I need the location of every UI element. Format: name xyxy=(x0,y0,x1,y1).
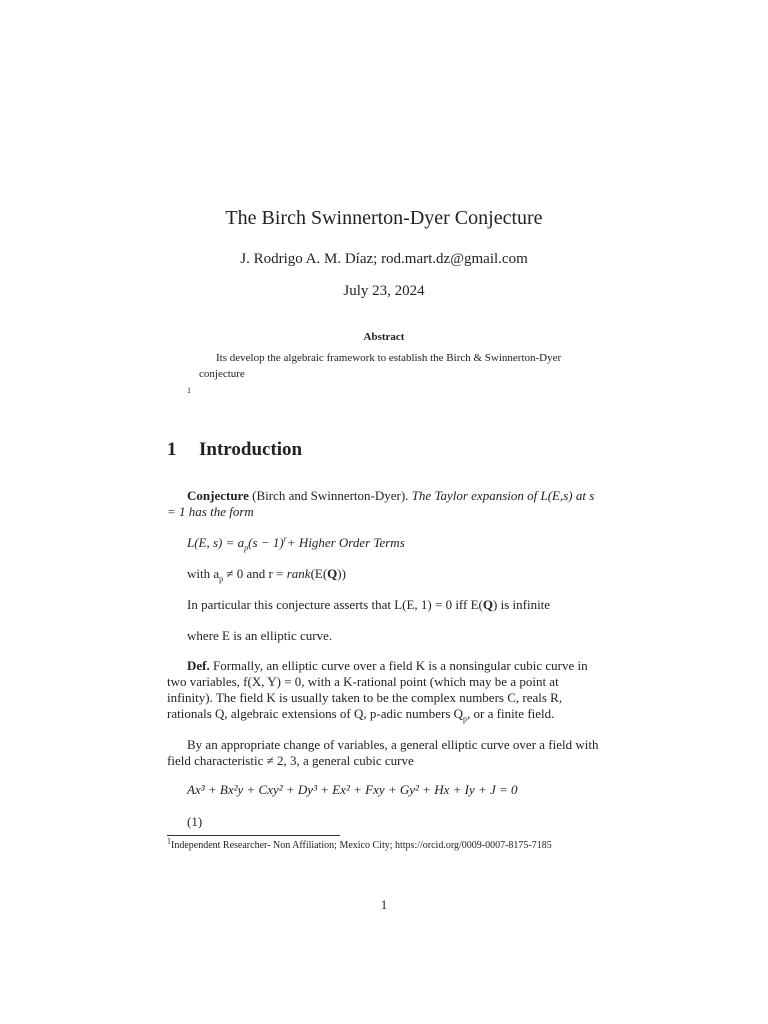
equation-number: (1) xyxy=(187,814,203,829)
where-line: where E is an elliptic curve. xyxy=(187,628,333,643)
particular-pre: In particular this conjecture asserts that L(E, 1) = 0 iff E( xyxy=(187,597,483,612)
abstract-heading: Abstract xyxy=(363,331,405,343)
particular-post: ) is infinite xyxy=(493,597,551,612)
definition-tail: , or a finite field. xyxy=(467,706,555,721)
with-bold-q: Q xyxy=(327,566,338,581)
cubic-equation-text: Ax³ + Bx²y + Cxy² + Dy³ + Ex² + Fxy + Gy² + Hx + Iy + J = 0 xyxy=(187,782,518,797)
conjecture-paragraph xyxy=(167,488,601,520)
footnote-number: 1 xyxy=(167,836,171,846)
taylor-formula xyxy=(187,535,601,551)
section-title: Introduction xyxy=(199,439,303,460)
page-number: 1 xyxy=(380,897,388,912)
abstract-text: Its develop the algebraic framework to establish the Birch & Swinnerton-Dyer conjecture xyxy=(199,352,562,380)
conjecture-attribution: (Birch and Swinnerton-Dyer). xyxy=(248,488,412,503)
with-end: )) xyxy=(337,566,346,581)
formula-sub: p xyxy=(244,543,249,553)
with-line xyxy=(187,566,601,582)
definition-paragraph xyxy=(167,658,601,722)
formula-mid: (s − 1) xyxy=(248,535,284,550)
definition-sub: p xyxy=(463,714,468,724)
formula-text: L(E, s) = a xyxy=(187,535,245,550)
change-vars-paragraph: By an appropriate change of variables, a general elliptic curve over a field with field characteristic ≠ 2, 3, a general cubic curve xyxy=(167,737,599,768)
formula-tail: + Higher Order Terms xyxy=(286,535,405,550)
with-rank: rank xyxy=(286,566,311,581)
with-sub: p xyxy=(219,574,224,584)
footnote-text: Independent Researcher- Non Affiliation; Mexico City; https://orcid.org/0009-0007-8175-7185 xyxy=(171,840,552,851)
section-heading xyxy=(167,439,302,461)
footnote-marker: 1 xyxy=(187,386,191,395)
with-mid: ≠ 0 and r = xyxy=(223,566,287,581)
date-line: July 23, 2024 xyxy=(343,283,425,299)
definition-text: Formally, an elliptic curve over a field K is a nonsingular cubic curve in two variables, f(X, Y) = 0, with a K-rational point (which may be a point at infinity). The field K is usually taken to be the complex numbers C, reals R, rationals Q, algebraic extensions of Q, p-adic numbers Q xyxy=(167,658,588,721)
particular-bold-q: Q xyxy=(482,597,494,612)
paper-title: The Birch Swinnerton-Dyer Conjecture xyxy=(225,207,543,229)
conjecture-statement: The Taylor expansion of L(E,s) at s = 1 has the form xyxy=(167,488,595,519)
cubic-equation xyxy=(187,782,601,798)
author-line: J. Rodrigo A. M. Díaz; rod.mart.dz@gmail.com xyxy=(240,251,528,267)
particular-line xyxy=(187,597,601,613)
formula-sup: r xyxy=(283,534,287,544)
with-post: (E( xyxy=(310,566,328,581)
footnote xyxy=(167,836,601,853)
footnote-divider xyxy=(167,835,340,836)
with-pre: with a xyxy=(187,566,220,581)
conjecture-label: Conjecture xyxy=(187,488,249,503)
section-number: 1 xyxy=(167,439,177,460)
definition-label: Def. xyxy=(187,658,210,673)
